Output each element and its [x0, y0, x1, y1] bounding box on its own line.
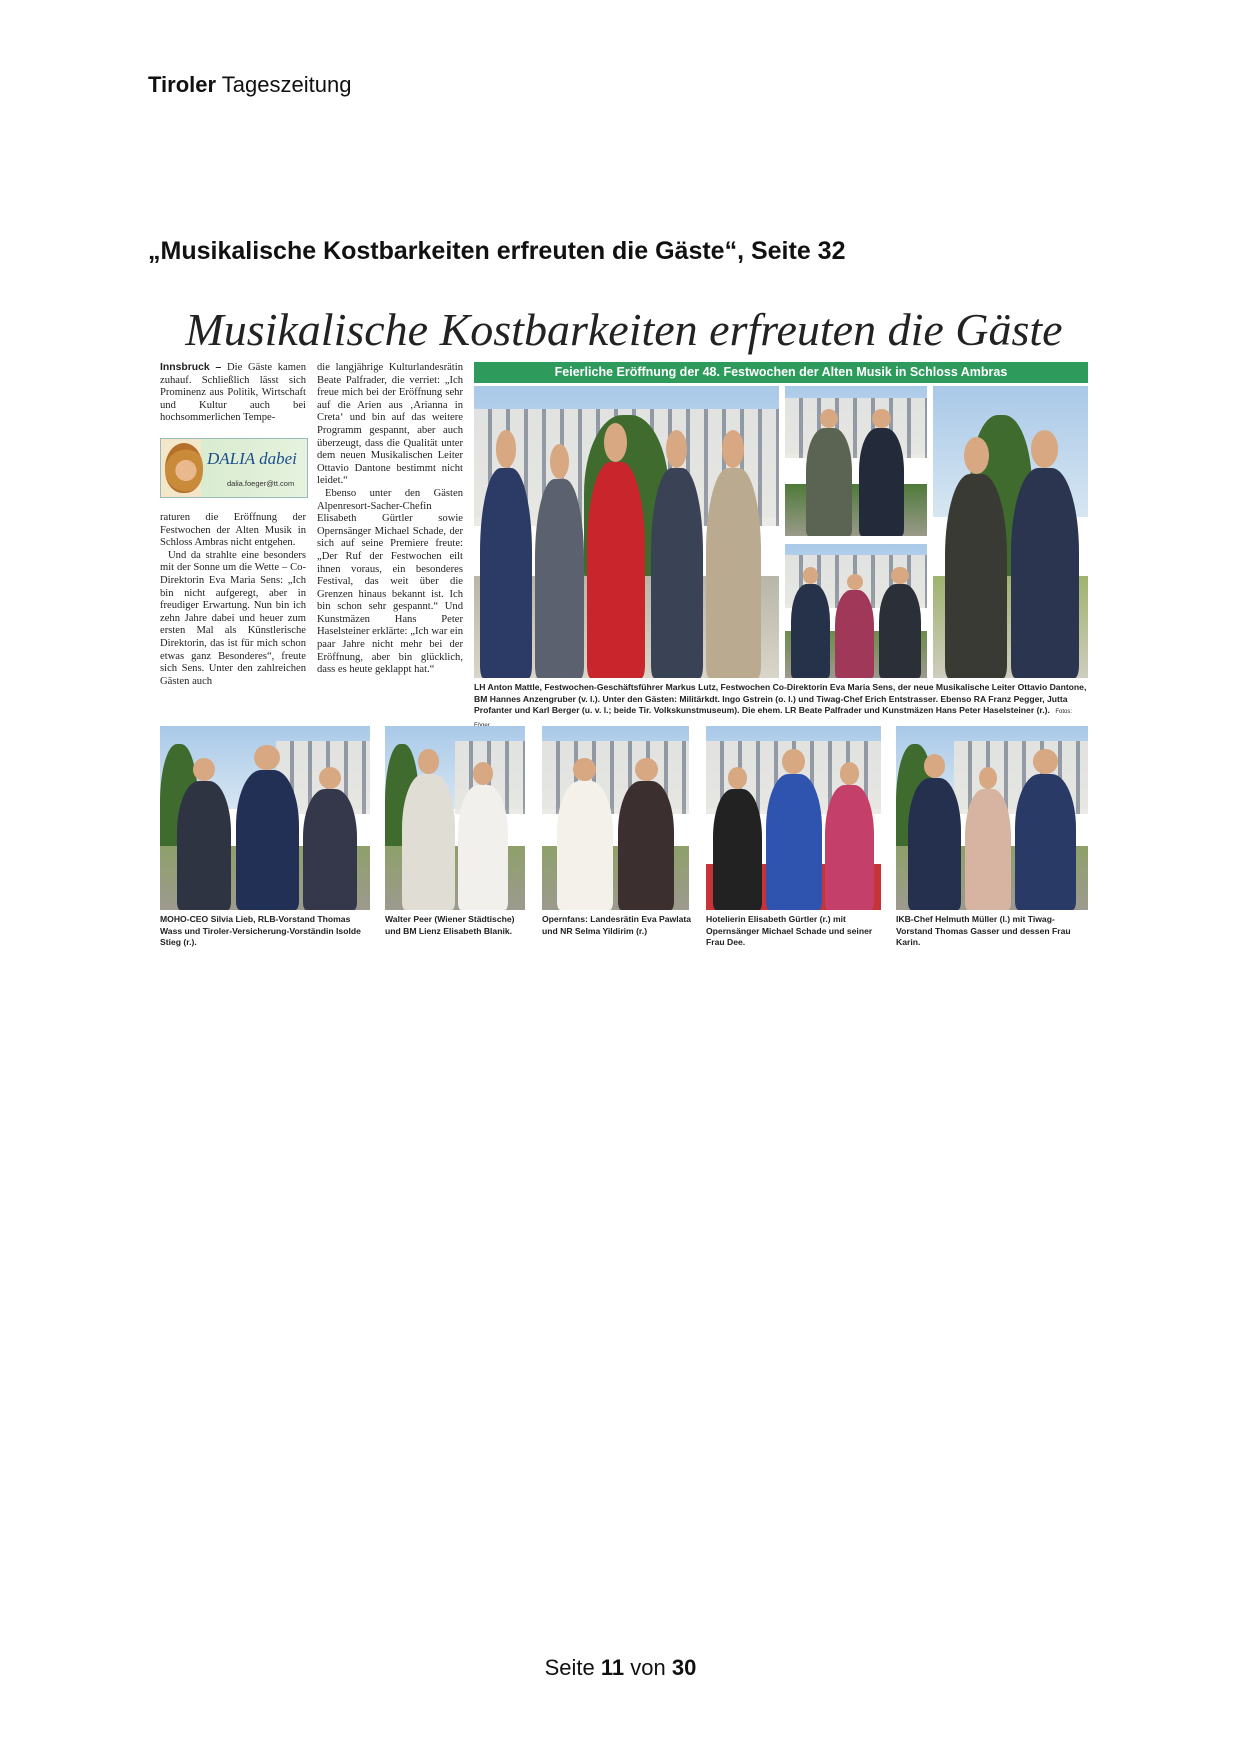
paragraph: raturen die Eröffnung der Festwochen der Alten Musik in Schloss Ambras nicht entgehen.: [160, 512, 306, 549]
photo-bottom-2: [385, 726, 525, 910]
clipping-headline: Musikalische Kostbarkeiten erfreuten die Gäste: [185, 304, 1063, 355]
photo-banner: Feierliche Eröffnung der 48. Festwochen der Alten Musik in Schloss Ambras: [474, 362, 1088, 383]
publication-name: [148, 72, 351, 98]
article-reference-title: „Musikalische Kostbarkeiten erfreuten die Gäste“, Seite 32: [148, 237, 846, 265]
newspaper-clipping: [160, 300, 1088, 972]
dateline: Innsbruck –: [160, 362, 222, 373]
total-pages: 30: [671, 1655, 697, 1680]
text-column-1-top: [160, 362, 306, 425]
page-prefix: Seite: [544, 1655, 595, 1680]
bottom-caption-5: IKB-Chef Helmuth Müller (l.) mit Tiwag-Vorstand Thomas Gasser und dessen Frau Karin.: [896, 914, 1071, 948]
columnist-brand: DALIA dabei: [207, 449, 297, 468]
page-separator: von: [630, 1655, 666, 1680]
text-column-1-bottom: [160, 512, 306, 688]
photo-bottom-4: [706, 726, 881, 910]
photo-bottom-1: [160, 726, 370, 910]
publication-name-rest: Tageszeitung: [221, 72, 352, 97]
bottom-caption-1: MOHO-CEO Silvia Lieb, RLB-Vorstand Thomas Wass und Tiroler-Versicherung-Vorständin Isolde Stieg (r.).: [160, 914, 361, 948]
main-photo-caption: [474, 682, 1088, 732]
paragraph: Und da strahlte eine besonders mit der Sonne um die Wette – Co-Direktorin Eva Maria Sens: „Ich bin nicht aufgeregt, aber in freudiger Erwartung. Nun bin ich zehn Jahre dabei und heuer zum ersten Mal als Künstlerische Direktorin, das ist für mich schon etwas ganz Besonderes“, freute sich Sens. Unter den zahlreichen Gästen auch: [160, 549, 306, 687]
photo-bottom-middle: [785, 544, 927, 678]
paragraph: die langjährige Kulturlandesrätin Beate Palfrader, die verriet: „Ich freue mich bei der Eröffnung sehr auf die Arien aus ‚Arianna in Creta‘ und bin auf das weitere Programm gespannt, aber auch überzeugt, dass die Qualität unter dem neuen Musikalischen Leiter Ottavio Dantone bestimmt nicht leidet.“: [317, 362, 463, 487]
photo-top-middle: [785, 386, 927, 536]
paragraph: Die Gäste kamen zuhauf. Schließlich lässt sich Prominenz aus Politik, Wirtschaft und Kultur auch bei hochsommerlichen Tempe-: [160, 362, 306, 424]
caption-text: LH Anton Mattle, Festwochen-Geschäftsführer Markus Lutz, Festwochen Co-Direktorin Eva Maria Sens, der neue Musikalische Leiter Ottavio Dantone, BM Hannes Anzengruber (v. l.). Unter den Gästen: Militärkdt. Ingo Gstrein (o. l.) und Tiwag-Chef Erich Entstrasser. Ebenso RA Franz Pegger, Jutta Profanter und Karl Berger (u. v. l.; beide Tir. Volkskunstmuseum). Die ehem. LR Beate Palfrader und Kunstmäzen Hans Peter Haselsteiner (r.).: [474, 682, 1087, 716]
photo-main-group: [474, 386, 779, 678]
photo-credit: Fotos:: [1055, 709, 1073, 716]
paragraph: Ebenso unter den Gästen Alpenresort-Sacher-Chefin Elisabeth Gürtler sowie Opernsänger Michael Schade, der sich auf seine Premiere freute: „Der Ruf der Festwochen eilt ihnen voraus, ein besonderes Festival, das weit über die Grenzen hinaus bekannt ist. Ich bin schon sehr gespannt.“ Und Kunstmäzen Hans Peter Haselsteiner erklärte: „Ich war ein paar Jahre nicht mehr bei der Eröffnung, aber bin glücklich, dass es heute geklappt hat.“: [317, 487, 463, 676]
columnist-email: dalia.foeger@tt.com: [227, 479, 295, 488]
page-number: [0, 1655, 1241, 1681]
columnist-portrait: [165, 443, 203, 493]
text-column-2: [317, 362, 463, 677]
photo-bottom-3: [542, 726, 689, 910]
current-page: 11: [600, 1655, 625, 1680]
photo-right: [933, 386, 1088, 678]
publication-name-bold: Tiroler: [148, 72, 217, 97]
columnist-box: [160, 438, 308, 498]
photo-bottom-5: [896, 726, 1088, 910]
bottom-caption-2: Walter Peer (Wiener Städtische) und BM Lienz Elisabeth Blanik.: [385, 914, 515, 936]
bottom-caption-3: Opernfans: Landesrätin Eva Pawlata und NR Selma Yildirim (r.): [542, 914, 692, 936]
bottom-caption-4: Hotelierin Elisabeth Gürtler (r.) mit Opernsänger Michael Schade und seiner Frau Dee.: [706, 914, 873, 948]
